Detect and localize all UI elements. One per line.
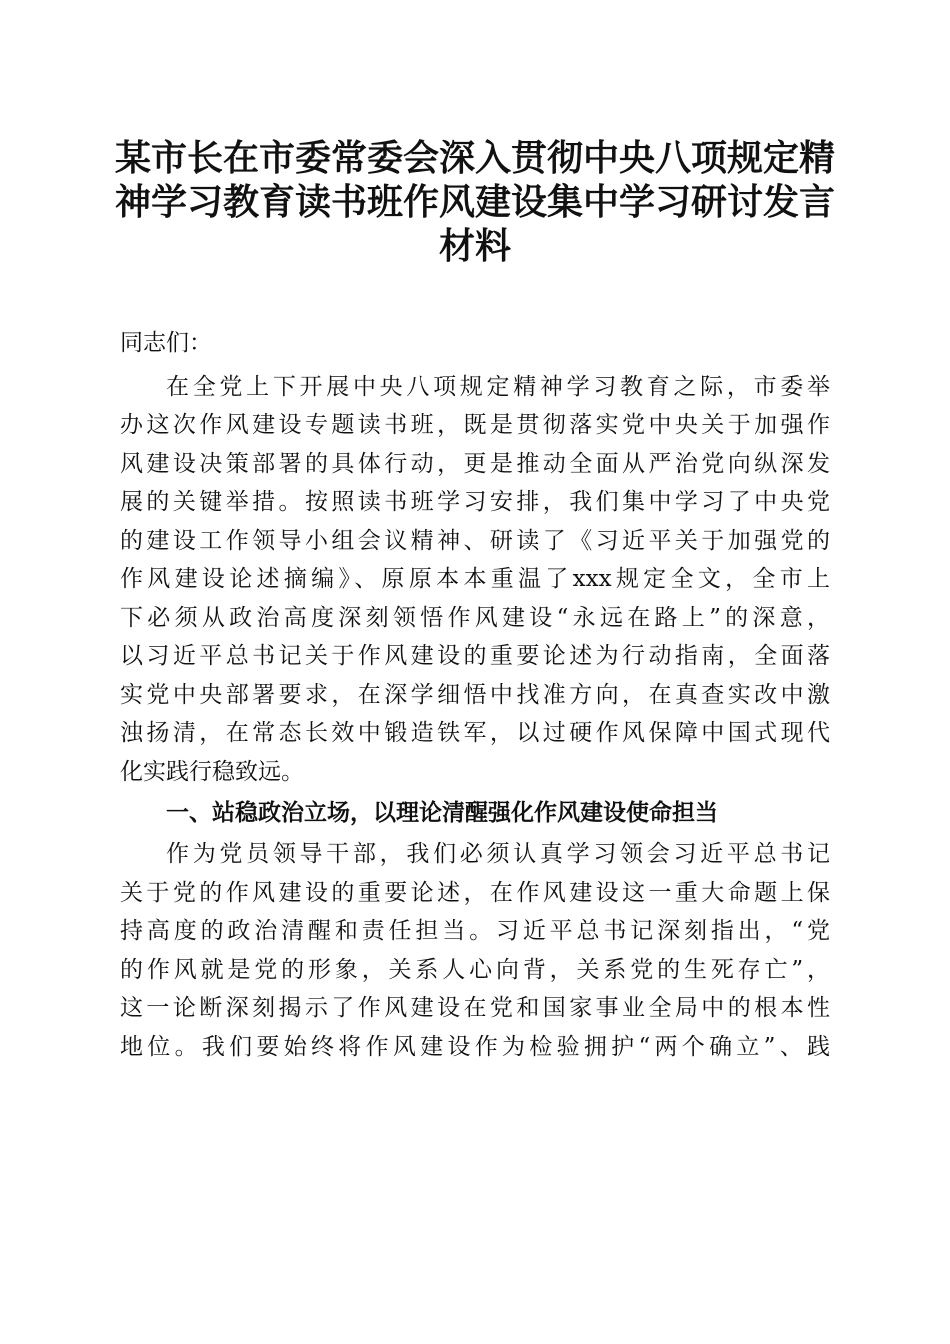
greeting: 同志们： bbox=[120, 330, 212, 356]
paragraph-line: 下必须从政治高度深刻领悟作风建设“永远在路上”的深意， bbox=[120, 604, 830, 631]
paragraph-line: 以习近平总书记关于作风建设的重要论述为行动指南，全面落 bbox=[120, 643, 830, 669]
title-line: 某市长在市委常委会深入贯彻中央八项规定精 bbox=[114, 137, 835, 179]
title-line: 神学习教育读书班作风建设集中学习研讨发言 bbox=[114, 181, 835, 223]
paragraph-line: 化实践行稳致远。 bbox=[120, 758, 304, 785]
paragraph-line: 地位。我们要始终将作风建设作为检验拥护“两个确立”、践 bbox=[120, 1033, 830, 1060]
paragraph-line: 持高度的政治清醒和责任担当。习近平总书记深刻指出，“党 bbox=[120, 918, 830, 944]
paragraph-2 bbox=[120, 835, 830, 1066]
paragraph-line: 风建设决策部署的具体行动，更是推动全面从严治党向纵深发 bbox=[120, 450, 830, 477]
paragraph-line: 作为党员领导干部，我们必须认真学习领会习近平总书记 bbox=[166, 841, 830, 867]
paragraph-line: 实党中央部署要求，在深学细悟中找准方向，在真查实改中激 bbox=[120, 681, 830, 708]
paragraph-line: 的建设工作领导小组会议精神、研读了《习近平关于加强党的 bbox=[120, 527, 830, 554]
paragraph-line: 办这次作风建设专题读书班，既是贯彻落实党中央关于加强作 bbox=[120, 412, 830, 438]
paragraph-line: 作风建设论述摘编》、原原本本重温了xxx规定全文，全市上 bbox=[120, 566, 830, 592]
title-line: 材料 bbox=[438, 225, 511, 267]
paragraph-line: 浊扬清，在常态长效中锻造铁军，以过硬作风保障中国式现代 bbox=[120, 720, 830, 746]
paragraph-line: 展的关键举措。按照读书班学习安排，我们集中学习了中央党 bbox=[120, 489, 830, 515]
paragraph-line: 关于党的作风建设的重要论述，在作风建设这一重大命题上保 bbox=[120, 879, 830, 906]
paragraph-line: 这一论断深刻揭示了作风建设在党和国家事业全局中的根本性 bbox=[120, 995, 830, 1021]
document-body bbox=[120, 324, 830, 1066]
document-title bbox=[110, 136, 840, 268]
section-heading: 一、站稳政治立场，以理论清醒强化作风建设使命担当 bbox=[166, 800, 718, 826]
paragraph-line: 在全党上下开展中央八项规定精神学习教育之际，市委举 bbox=[166, 373, 830, 400]
paragraph-line: 的作风就是党的形象，关系人心向背，关系党的生死存亡”， bbox=[120, 956, 830, 983]
paragraph-1 bbox=[120, 368, 830, 792]
